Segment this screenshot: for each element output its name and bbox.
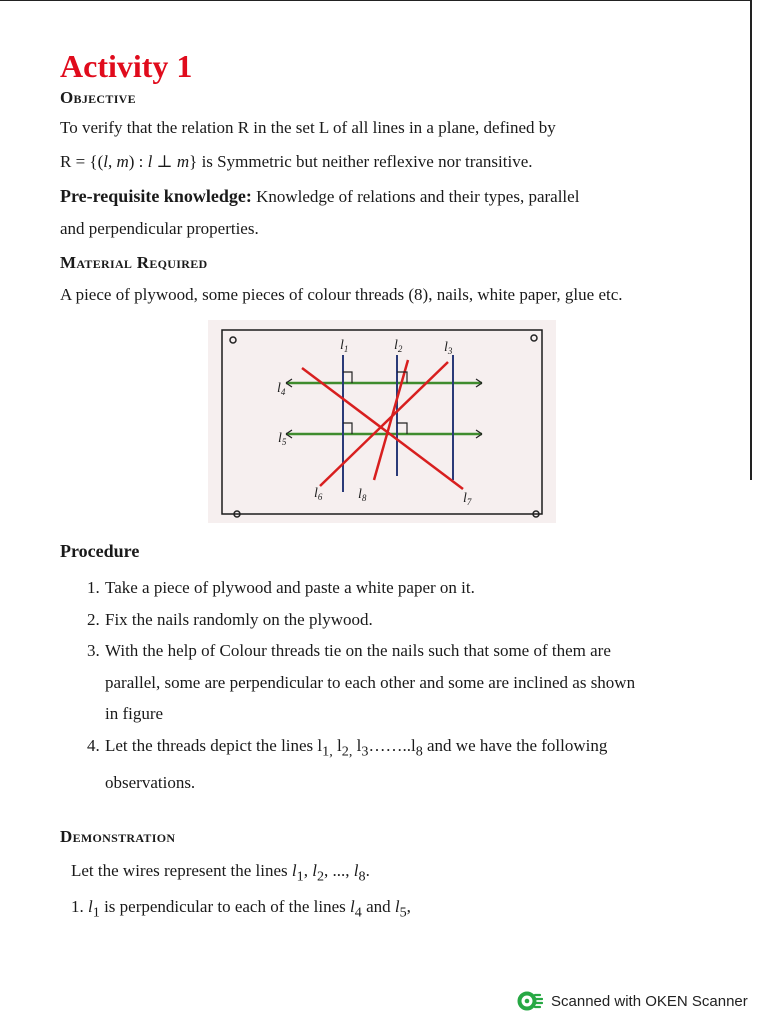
prerequisite-line-1 [60,186,710,207]
perp-symbol: ⊥ [152,152,177,171]
step-4-sub-8: 8 [415,742,423,759]
step-4-dots: ……..l [368,735,416,755]
objective-line-1: To verify that the relation R in the set L of all lines in a plane, defined by [60,118,556,137]
item-1-l4-sub: 4 [354,904,362,921]
item-1-l1: l [88,897,93,917]
relation-suffix: } is Symmetric but neither reflexive nor transitive. [189,152,533,171]
scanner-watermark-text: Scanned with OKEN Scanner [551,992,748,1010]
step-4-mid-2: l [352,735,362,755]
procedure-step-2: 2. Fix the nails randomly on the plywood. [104,604,720,636]
plywood-board [208,320,556,523]
material-heading: Material Required [60,253,208,272]
procedure-list [60,572,720,799]
prerequisite-text: Knowledge of relations and their types, parallel [251,187,580,206]
threads-figure [208,320,556,523]
label-l2: $l_2$ [394,338,403,354]
intro-l8: l [353,861,359,880]
step-3-line-1: With the help of Colour threads tie on the nails such that some of them are [105,641,611,660]
label-l5: $l_5$ [278,431,287,447]
item-1-l5: l [394,897,400,917]
demonstration-intro [60,861,720,885]
procedure-heading: Procedure [60,541,140,561]
label-l7: $l_7$ [463,491,472,507]
step-4-mid-1: l [332,735,342,755]
label-l8: $l_8$ [358,487,367,503]
label-l3: $l_3$ [444,340,453,356]
oken-scanner-logo-icon [517,990,543,1012]
prerequisite-line-2: and perpendicular properties. [60,219,259,238]
intro-sep-2: , ..., [324,861,354,880]
relation-prefix: R = {( [60,152,104,171]
objective-line-2 [60,152,710,172]
scanner-watermark [517,990,748,1012]
label-l4: $l_4$ [277,381,286,397]
var-l: l [103,152,108,171]
intro-l2: l [312,861,317,880]
item-1-end: , [406,897,411,917]
activity-title: Activity 1 [60,48,193,84]
label-l1: $l_1$ [340,338,349,354]
prerequisite-label: Pre-requisite knowledge: [60,186,252,206]
demonstration-heading: Demonstration [60,827,176,846]
intro-l1-sub: 1 [296,868,304,885]
right-border-line [750,0,752,480]
var-l-2: l [147,152,153,171]
procedure-step-3 [104,635,720,730]
item-1-l1-sub: 1 [92,904,100,921]
procedure-section [60,541,720,799]
step-4-suffix: and we have the following [422,735,608,755]
intro-l8-sub: 8 [358,868,366,885]
item-1-and: and [361,897,395,917]
intro-end: . [365,861,370,880]
step-4-sub-2: 2, [341,742,353,759]
procedure-step-1: 1. Take a piece of plywood and paste a white paper on it. [104,572,720,604]
demonstration-item-1 [60,897,720,921]
step-4-sub-1: 1, [322,742,333,759]
step-4-prefix: Let the threads depict the lines l [105,735,323,755]
step-3-line-2: parallel, some are perpendicular to each other and some are inclined as shown [105,672,636,692]
step-3-line-3: in figure [105,704,164,723]
step-4-sub-3: 3 [361,742,369,759]
item-1-text: is perpendicular to each of the lines [99,897,350,917]
var-m-2: m [176,152,190,171]
step-4-line-2: observations. [105,773,196,793]
intro-l2-sub: 2 [316,868,325,885]
procedure-step-4 [104,730,720,799]
relation-mid: ) : [128,152,148,171]
objective-heading: Objective [60,88,136,107]
intro-sep-1: , [303,861,313,880]
item-1-l5-sub: 5 [399,904,407,921]
activity-section [60,48,710,305]
var-m: m [116,152,129,171]
intro-prefix: Let the wires represent the lines [71,861,292,880]
item-1-l4: l [350,897,355,917]
relation-comma: , [107,152,117,171]
demonstration-section [60,827,720,922]
material-text: A piece of plywood, some pieces of colour threads (8), nails, white paper, glue etc. [60,285,623,304]
top-border-line [0,0,752,1]
item-1-number: 1. [71,897,84,917]
label-l6: $l_6$ [314,486,323,502]
intro-l1: l [291,861,297,880]
